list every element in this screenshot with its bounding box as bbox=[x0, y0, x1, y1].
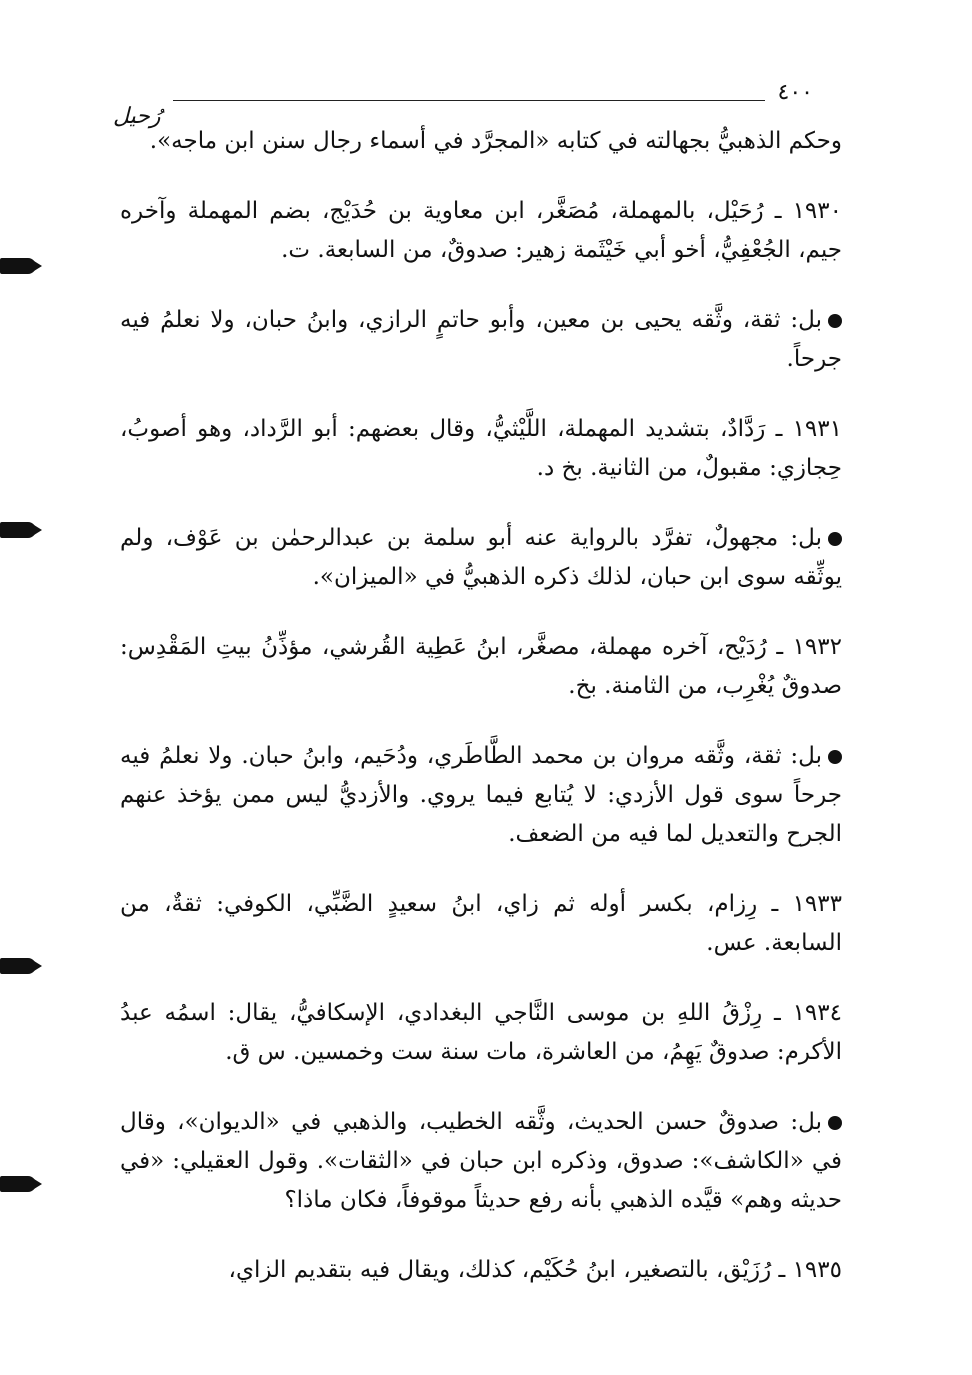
entry-1935: ١٩٣٥ ـ رُزَيْق، بالتصغير، ابنُ حُكَيْم، كذلك، ويقال فيه بتقديم الزاي، bbox=[228, 1257, 842, 1283]
comment-1930 bbox=[120, 301, 842, 379]
entry-1932: ١٩٣٢ ـ رُدَيْح، آخره مهملة، مصغَّر، ابنُ عَطِية القُرشي، مؤذِّنُ بيتِ المَقْدِس: صدوقٌ يُغْرِب، من الثامنة. بخ. bbox=[120, 634, 842, 699]
comment-1932 bbox=[120, 737, 842, 854]
entry-1931: ١٩٣١ ـ رَدَّادٌ، بتشديد المهملة، اللَّيْثيُّ، وقال بعضهم: أبو الرَّداد، وهو أصوبُ، حِجازي: مقبولٌ، من الثانية. بخ د. bbox=[120, 416, 842, 481]
bullet-icon bbox=[828, 532, 842, 546]
comment-text: بل: ثقة، وثَّقه يحيى بن معين، وأبو حاتمٍ الرازي، وابنُ حبان، ولا نعلمُ فيه جرحاً. bbox=[120, 307, 842, 372]
running-head: رُحيل bbox=[113, 104, 161, 129]
margin-mark-icon bbox=[0, 258, 36, 274]
comment-text: بل: مجهولٌ، تفرَّد بالرواية عنه أبو سلمة بن عبدالرحمٰن بن عَوْف، ولم يوثِّقه سوى ابن حبان، لذلك ذكره الذهبيُّ في «الميزان». bbox=[120, 525, 842, 590]
paragraph-continuation: وحكم الذهبيُّ بجهالته في كتابه «المجرَّد في أسماء رجال سنن ابن ماجه». bbox=[149, 128, 842, 154]
comment-1934 bbox=[120, 1103, 842, 1220]
margin-mark-icon bbox=[0, 958, 36, 974]
bullet-icon bbox=[828, 1116, 842, 1130]
page-number: ٤٠٠ bbox=[777, 80, 813, 105]
bullet-icon bbox=[828, 314, 842, 328]
comment-text: بل: صدوقٌ حسن الحديث، وثَّقه الخطيب، والذهبي في «الديوان»، وقال في «الكاشف»: صدوق، وذكره ابن حبان في «الثقات». وقول العقيلي: «في حديثه وهم» قيَّده الذهبي بأنه رفع حديثاً موقوفاً، فكان ماذا؟ bbox=[120, 1109, 842, 1213]
comment-1931 bbox=[120, 519, 842, 597]
page-header bbox=[105, 80, 825, 128]
page-body bbox=[120, 122, 842, 1321]
bullet-icon bbox=[828, 750, 842, 764]
entry-1930: ١٩٣٠ ـ رُحَيْل، بالمهملة، مُصَغَّر، ابن معاوية بن حُدَيْج، بضم المهملة وآخره جيم، الجُعْفِيُّ، أخو أبي خَيْثَمة زهير: صدوقٌ، من السابعة. ت. bbox=[120, 198, 842, 263]
header-rule bbox=[173, 100, 765, 101]
margin-mark-icon bbox=[0, 1176, 36, 1192]
margin-mark-icon bbox=[0, 522, 36, 538]
entry-1934: ١٩٣٤ ـ رِزْقُ اللهِ بن موسى النَّاجي البغدادي، الإسكافيُّ، يقال: اسمُه عبدُ الأكرم: صدوقٌ يَهِمُ، من العاشرة، مات سنة ست وخمسين. س ق. bbox=[120, 1000, 842, 1065]
entry-1933: ١٩٣٣ ـ رِزام، بكسر أوله ثم زاي، ابنُ سعيدٍ الضَّبِّي، الكوفي: ثقةٌ، من السابعة. عس. bbox=[120, 891, 842, 956]
comment-text: بل: ثقة، وثَّقه مروان بن محمد الطَّاطَري، ودُحَيم، وابنُ حبان. ولا نعلمُ فيه جرحاً سوى قول الأزدي: لا يُتابع فيما يروي. والأزديُّ ليس ممن يؤخذ عنهم الجرح والتعديل لما فيه من الضعف. bbox=[120, 743, 842, 847]
